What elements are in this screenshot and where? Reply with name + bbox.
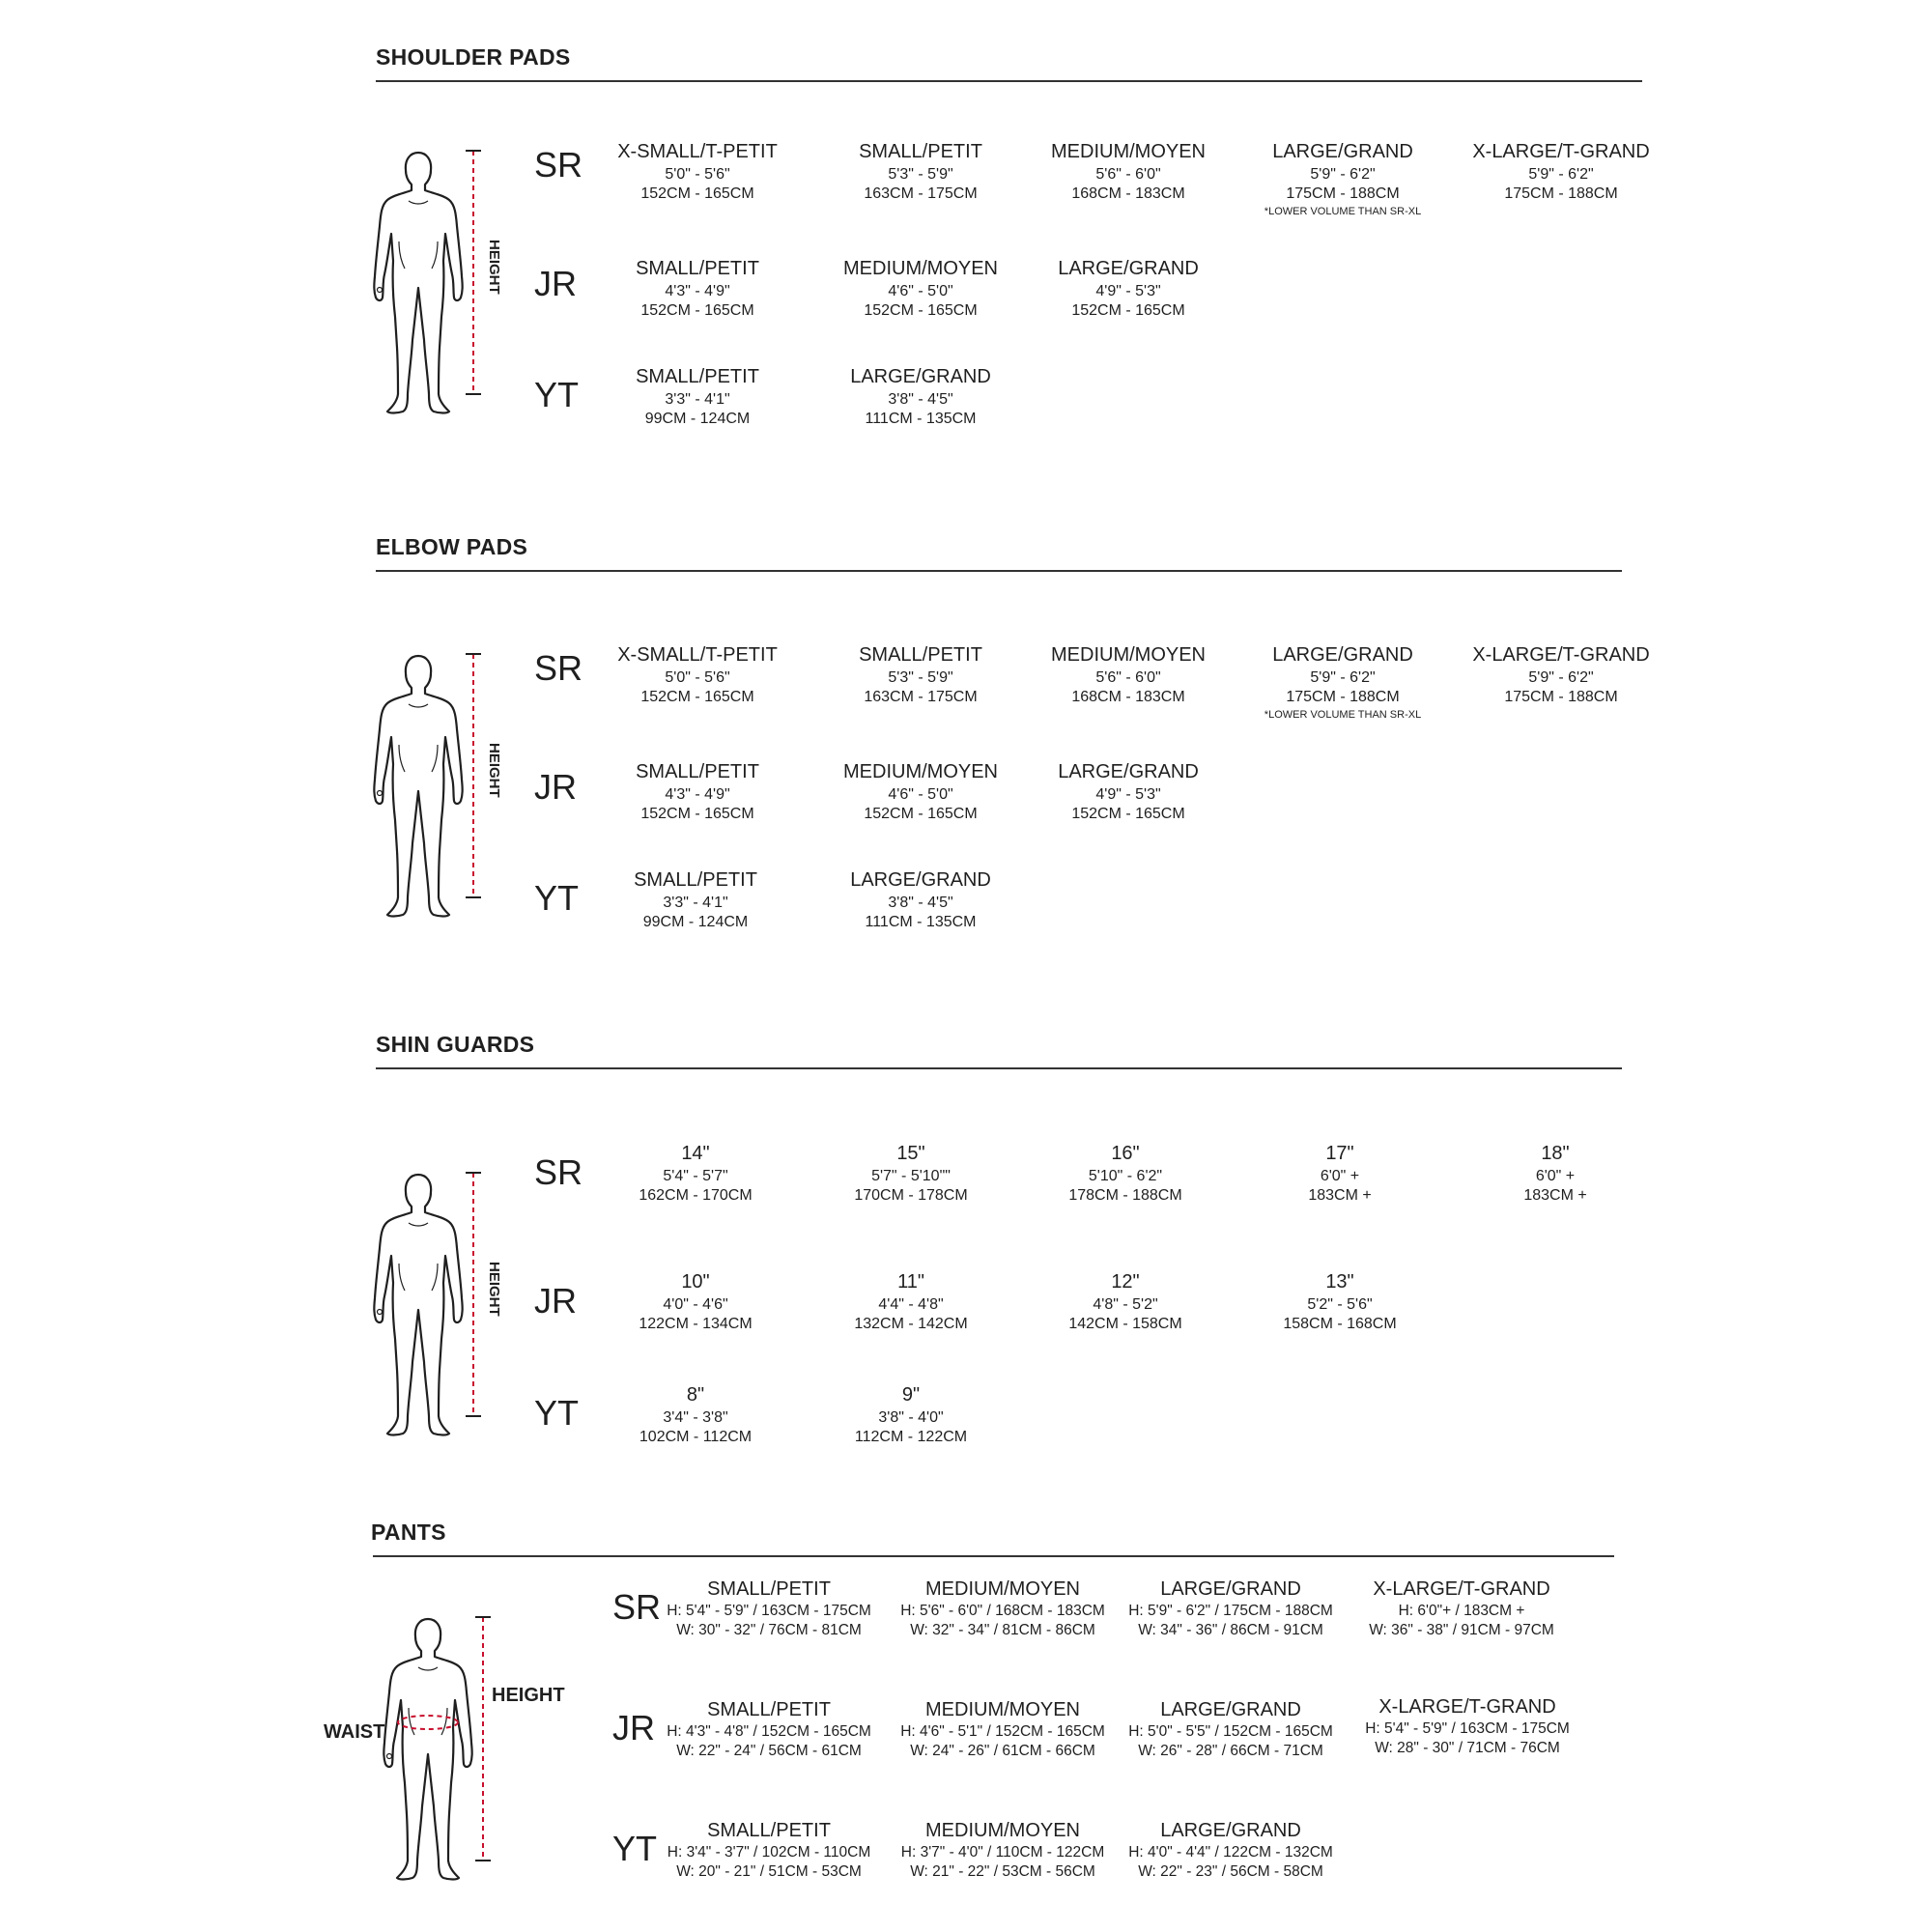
waist-range: W: 22" - 24" / 56CM - 61CM [676, 1743, 862, 1760]
age-yt: YT [534, 375, 580, 414]
waist-label: WAIST [324, 1721, 385, 1743]
height-ft: 5'3" - 5'9" [888, 668, 953, 686]
size-label: SMALL/PETIT [636, 258, 759, 279]
human-silhouette-icon [374, 656, 462, 917]
height-cm: 175CM - 188CM [1504, 689, 1618, 706]
size-cell [584, 1270, 807, 1335]
height-cm: 175CM - 188CM [1286, 689, 1400, 706]
height-ft: 5'6" - 6'0" [1095, 668, 1161, 686]
height-cm: 183CM + [1523, 1187, 1587, 1205]
size-cell [1232, 140, 1454, 218]
human-silhouette-icon [374, 153, 462, 413]
size-label: MEDIUM/MOYEN [843, 761, 998, 782]
size-label: LARGE/GRAND [1160, 1578, 1301, 1600]
height-range: H: 3'4" - 3'7" / 102CM - 110CM [667, 1844, 871, 1861]
size-cell [1444, 1142, 1666, 1207]
height-cm: 102CM - 112CM [639, 1429, 753, 1446]
height-cm: 99CM - 124CM [644, 411, 751, 428]
size-cell [1115, 1577, 1347, 1640]
size-label: SMALL/PETIT [707, 1578, 831, 1600]
size-label: X-LARGE/T-GRAND [1472, 644, 1650, 666]
height-range: H: 5'4" - 5'9" / 163CM - 175CM [1365, 1720, 1570, 1737]
height-ft: 5'9" - 6'2" [1310, 668, 1376, 686]
height-range: H: 4'6" - 5'1" / 152CM - 165CM [900, 1723, 1105, 1740]
size-cell [1229, 1270, 1451, 1335]
height-ft: 4'9" - 5'3" [1095, 282, 1161, 299]
waist-measure-line [398, 1716, 458, 1729]
size-cell [1115, 1697, 1347, 1761]
height-ft: 4'0" - 4'6" [663, 1295, 728, 1313]
age-yt: YT [612, 1829, 658, 1868]
section-title: ELBOW PADS [376, 534, 528, 559]
waist-range: W: 26" - 28" / 66CM - 71CM [1138, 1743, 1323, 1760]
body-height-figure [370, 1167, 515, 1442]
human-silhouette-icon [384, 1619, 471, 1880]
age-yt: YT [534, 878, 580, 918]
height-cm: 168CM - 183CM [1071, 689, 1185, 706]
waist-range: W: 28" - 30" / 71CM - 76CM [1375, 1740, 1560, 1757]
size-cell [1351, 1694, 1583, 1758]
size-cell [586, 643, 809, 708]
size-cell [1346, 1577, 1577, 1640]
size-label: LARGE/GRAND [850, 869, 991, 891]
size-cell [584, 868, 807, 933]
section-title: PANTS [371, 1520, 446, 1545]
size-label: 15" [896, 1143, 925, 1164]
age-sr: SR [612, 1587, 662, 1627]
size-cell [810, 760, 1032, 825]
size-cell [653, 1818, 885, 1882]
waist-range: W: 20" - 21" / 51CM - 53CM [676, 1863, 862, 1881]
height-cm: 168CM - 183CM [1071, 185, 1185, 203]
size-label: X-LARGE/T-GRAND [1472, 141, 1650, 162]
height-range: H: 5'9" - 6'2" / 175CM - 188CM [1128, 1603, 1333, 1619]
height-cm: 163CM - 175CM [864, 689, 978, 706]
size-cell [887, 1697, 1119, 1761]
size-label: 14" [681, 1143, 710, 1164]
height-ft: 4'4" - 4'8" [878, 1295, 944, 1313]
section-rule [376, 570, 1622, 572]
size-cell [653, 1577, 885, 1640]
size-note: *LOWER VOLUME THAN SR-XL [1264, 205, 1422, 217]
height-cm: 152CM - 165CM [640, 689, 754, 706]
waist-range: W: 24" - 26" / 61CM - 66CM [910, 1743, 1095, 1760]
size-cell [1017, 643, 1239, 708]
age-jr: JR [612, 1708, 655, 1747]
waist-range: W: 21" - 22" / 53CM - 56CM [910, 1863, 1095, 1881]
size-cell [810, 643, 1032, 708]
section-title: SHIN GUARDS [376, 1032, 535, 1057]
size-cell [800, 1270, 1022, 1335]
height-cm: 158CM - 168CM [1283, 1316, 1397, 1333]
size-label: LARGE/GRAND [1160, 1699, 1301, 1720]
height-cm: 112CM - 122CM [854, 1429, 968, 1446]
height-ft: 4'3" - 4'9" [665, 282, 730, 299]
size-cell [1450, 643, 1672, 708]
section-title: SHOULDER PADS [376, 44, 571, 70]
size-label: 11" [897, 1271, 924, 1293]
size-label: SMALL/PETIT [707, 1820, 831, 1841]
size-cell [586, 365, 809, 430]
size-cell [1017, 760, 1239, 825]
size-label: SMALL/PETIT [707, 1699, 831, 1720]
height-cm: 162CM - 170CM [639, 1187, 753, 1205]
height-range: H: 4'3" - 4'8" / 152CM - 165CM [667, 1723, 871, 1740]
height-ft: 3'3" - 4'1" [663, 894, 728, 911]
height-ft: 4'8" - 5'2" [1093, 1295, 1158, 1313]
size-label: SMALL/PETIT [636, 761, 759, 782]
height-ft: 4'6" - 5'0" [888, 785, 953, 803]
waist-range: W: 30" - 32" / 76CM - 81CM [676, 1622, 862, 1639]
body-height-figure [370, 648, 515, 923]
size-cell [1232, 643, 1454, 722]
height-cm: 99CM - 124CM [642, 914, 749, 931]
body-waist-height-figure [380, 1611, 525, 1887]
size-label: X-SMALL/T-PETIT [617, 141, 778, 162]
height-ft: 5'9" - 6'2" [1310, 165, 1376, 183]
size-label: 9" [901, 1384, 921, 1406]
height-cm: 152CM - 165CM [864, 806, 978, 823]
size-cell [1017, 257, 1239, 322]
height-ft: 5'2" - 5'6" [1307, 1295, 1373, 1313]
height-ft: 3'4" - 3'8" [663, 1408, 728, 1426]
height-ft: 6'0" + [1320, 1167, 1360, 1184]
height-ft: 4'9" - 5'3" [1095, 785, 1161, 803]
height-range: H: 6'0"+ / 183CM + [1398, 1603, 1525, 1619]
size-label: SMALL/PETIT [859, 644, 982, 666]
height-label: HEIGHT [492, 1685, 565, 1706]
height-cm: 178CM - 188CM [1068, 1187, 1182, 1205]
body-height-figure [370, 145, 515, 420]
height-ft: 3'8" - 4'0" [878, 1408, 944, 1426]
size-cell [887, 1577, 1119, 1640]
size-cell [1014, 1142, 1236, 1207]
age-sr: SR [534, 145, 583, 185]
height-range: H: 5'0" - 5'5" / 152CM - 165CM [1128, 1723, 1333, 1740]
size-cell [1450, 140, 1672, 205]
age-sr: SR [534, 1152, 583, 1192]
height-cm: 152CM - 165CM [864, 302, 978, 320]
size-label: MEDIUM/MOYEN [925, 1699, 1080, 1720]
height-ft: 3'8" - 4'5" [888, 390, 953, 408]
size-label: SMALL/PETIT [634, 869, 757, 891]
size-label: LARGE/GRAND [1058, 761, 1199, 782]
size-cell [586, 140, 809, 205]
size-label: LARGE/GRAND [1160, 1820, 1301, 1841]
size-label: LARGE/GRAND [1272, 141, 1413, 162]
waist-range: W: 32" - 34" / 81CM - 86CM [910, 1622, 1095, 1639]
height-ft: 5'7" - 5'10"" [871, 1167, 951, 1184]
size-cell [1017, 140, 1239, 205]
height-range: H: 4'0" - 4'4" / 122CM - 132CM [1128, 1844, 1333, 1861]
size-label: LARGE/GRAND [1058, 258, 1199, 279]
size-cell [1115, 1818, 1347, 1882]
human-silhouette-icon [374, 1175, 462, 1435]
size-cell [800, 1142, 1022, 1207]
size-label: 18" [1541, 1143, 1570, 1164]
height-ft: 4'3" - 4'9" [665, 785, 730, 803]
age-sr: SR [534, 648, 583, 688]
size-note: *LOWER VOLUME THAN SR-XL [1264, 708, 1422, 721]
size-label: MEDIUM/MOYEN [1051, 644, 1206, 666]
size-label: 8" [686, 1384, 705, 1406]
size-cell [584, 1383, 807, 1448]
size-label: LARGE/GRAND [1272, 644, 1413, 666]
section-rule [376, 80, 1642, 82]
height-cm: 183CM + [1308, 1187, 1372, 1205]
size-label: MEDIUM/MOYEN [843, 258, 998, 279]
waist-range: W: 36" - 38" / 91CM - 97CM [1369, 1622, 1554, 1639]
height-ft: 6'0" + [1535, 1167, 1576, 1184]
size-cell [586, 257, 809, 322]
size-label: SMALL/PETIT [859, 141, 982, 162]
height-ft: 5'4" - 5'7" [663, 1167, 728, 1184]
size-cell [800, 1383, 1022, 1448]
size-cell [887, 1818, 1119, 1882]
section-rule [376, 1067, 1622, 1069]
height-cm: 152CM - 165CM [1071, 302, 1185, 320]
size-label: 17" [1325, 1143, 1354, 1164]
section-rule [373, 1555, 1614, 1557]
age-jr: JR [534, 1281, 577, 1321]
height-ft: 5'10" - 6'2" [1088, 1167, 1163, 1184]
height-ft: 3'3" - 4'1" [665, 390, 730, 408]
height-ft: 5'9" - 6'2" [1528, 165, 1594, 183]
height-ft: 5'9" - 6'2" [1528, 668, 1594, 686]
height-cm: 152CM - 165CM [640, 302, 754, 320]
height-cm: 152CM - 165CM [640, 806, 754, 823]
size-label: 10" [681, 1271, 710, 1293]
size-cell [810, 140, 1032, 205]
size-label: MEDIUM/MOYEN [925, 1820, 1080, 1841]
size-label: MEDIUM/MOYEN [1051, 141, 1206, 162]
size-label: SMALL/PETIT [636, 366, 759, 387]
age-jr: JR [534, 264, 577, 303]
age-yt: YT [534, 1393, 580, 1433]
height-label: HEIGHT [486, 240, 502, 295]
size-cell [1229, 1142, 1451, 1207]
height-cm: 142CM - 158CM [1068, 1316, 1182, 1333]
height-cm: 152CM - 165CM [640, 185, 754, 203]
height-range: H: 5'6" - 6'0" / 168CM - 183CM [900, 1603, 1105, 1619]
height-label: HEIGHT [486, 1262, 502, 1317]
height-ft: 5'0" - 5'6" [665, 668, 730, 686]
height-cm: 111CM - 135CM [865, 411, 977, 428]
waist-range: W: 22" - 23" / 56CM - 58CM [1138, 1863, 1323, 1881]
height-ft: 4'6" - 5'0" [888, 282, 953, 299]
height-label: HEIGHT [486, 743, 502, 798]
height-cm: 132CM - 142CM [854, 1316, 968, 1333]
size-cell [810, 868, 1032, 933]
height-cm: 111CM - 135CM [865, 914, 977, 931]
height-cm: 163CM - 175CM [864, 185, 978, 203]
size-label: MEDIUM/MOYEN [925, 1578, 1080, 1600]
size-cell [810, 365, 1032, 430]
size-label: X-LARGE/T-GRAND [1373, 1578, 1550, 1600]
height-cm: 122CM - 134CM [639, 1316, 753, 1333]
height-ft: 5'6" - 6'0" [1095, 165, 1161, 183]
size-cell [1014, 1270, 1236, 1335]
height-ft: 5'0" - 5'6" [665, 165, 730, 183]
age-jr: JR [534, 767, 577, 807]
size-label: X-SMALL/T-PETIT [617, 644, 778, 666]
size-label: X-LARGE/T-GRAND [1378, 1696, 1556, 1718]
size-label: 12" [1111, 1271, 1140, 1293]
height-cm: 175CM - 188CM [1504, 185, 1618, 203]
height-cm: 170CM - 178CM [854, 1187, 968, 1205]
height-ft: 3'8" - 4'5" [888, 894, 953, 911]
height-ft: 5'3" - 5'9" [888, 165, 953, 183]
size-cell [584, 1142, 807, 1207]
size-cell [586, 760, 809, 825]
height-cm: 175CM - 188CM [1286, 185, 1400, 203]
waist-range: W: 34" - 36" / 86CM - 91CM [1138, 1622, 1323, 1639]
size-label: 13" [1325, 1271, 1354, 1293]
size-cell [810, 257, 1032, 322]
height-range: H: 3'7" - 4'0" / 110CM - 122CM [900, 1844, 1105, 1861]
size-cell [653, 1697, 885, 1761]
size-label: 16" [1111, 1143, 1140, 1164]
height-range: H: 5'4" - 5'9" / 163CM - 175CM [667, 1603, 871, 1619]
height-cm: 152CM - 165CM [1071, 806, 1185, 823]
size-label: LARGE/GRAND [850, 366, 991, 387]
